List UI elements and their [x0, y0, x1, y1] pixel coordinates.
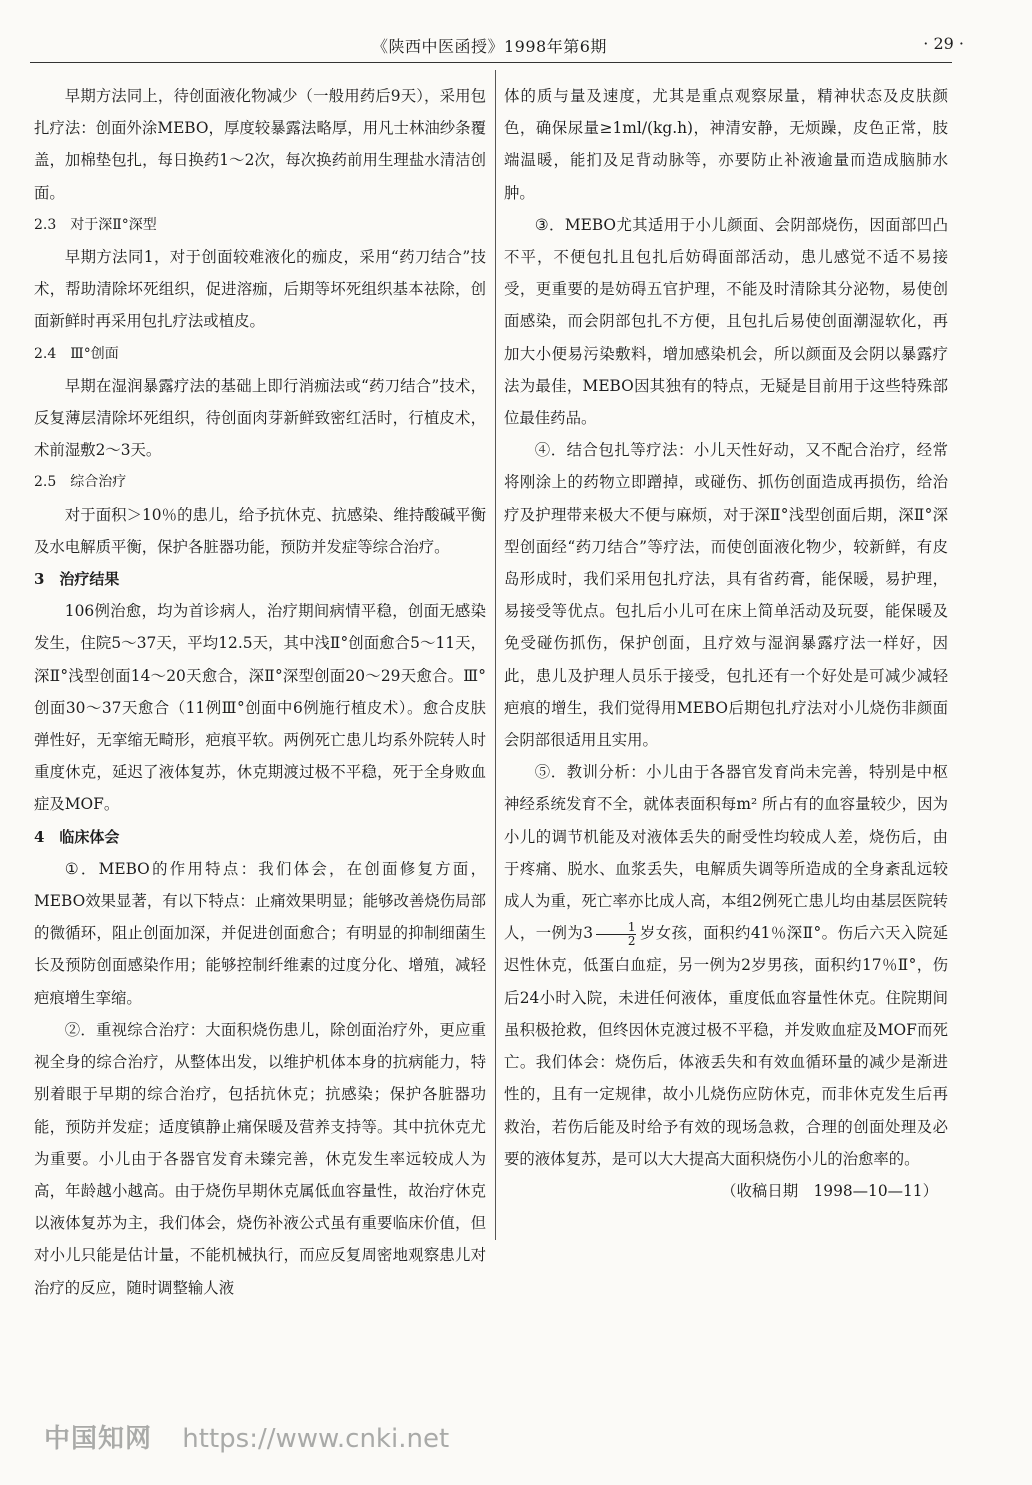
header-rule: [30, 62, 952, 63]
left-paragraph: ②．重视综合治疗：大面积烧伤患儿，除创面治疗外，更应重视全身的综合治疗，从整体出发，以维护机体本身的抗病能力，特别着眼于早期的综合治疗，包括抗休克；抗感染；保护各脏器功能，预防并发症；适度镇静止痛保暖及营养支持等。其中抗休克尤为重要。小儿由于各器官发育未臻完善，休克发生率远较成人为高，年龄越小越高。由于烧伤早期休克属低血容量性，故治疗休克以液体复苏为主，我们体会，烧伤补液公式虽有重要临床价值，但对小儿只能是估计量，不能机械执行，而应反复周密地观察患儿对治疗的反应，随时调整输人液: [34, 1020, 486, 1297]
paragraph-lesson-analysis: [504, 756, 948, 1175]
right-column-paragraphs: [504, 80, 948, 756]
left-paragraph: 4 临床体会: [34, 827, 120, 846]
left-paragraph: 早期方法同1，对于创面较难液化的痂皮，采用“药刀结合”技术，帮助清除坏死组织，促进溶痂，后期等坏死组织基本祛除，创面新鲜时再采用包扎疗法或植皮。: [34, 248, 486, 331]
right_before-paragraph: ④．结合包扎等疗法：小儿天性好动，又不配合治疗，经常将刚涂上的药物立即蹭掉，或碰伤、抓伤创面造成再损伤，给治疗及护理带来极大不便与麻烦，对于深Ⅱ°浅型创面后期，深Ⅱ°深型创面经“药刀结合”等疗法，而使创面液化物少，较新鲜，有皮岛形成时，我们采用包扎疗法，具有省药膏，能保暖，易护理，易接受等优点。包扎后小儿可在床上简单活动及玩耍，能保暖及免受碰伤抓伤，保护创面，且疗效与湿润暴露疗法一样好，因此，患儿及护理人员乐于接受，包扎还有一个好处是可减少减轻疤痕的增生，我们觉得用MEBO后期包扎疗法对小儿烧伤非颜面会阴部很适用且实用。: [504, 441, 948, 750]
right_before-paragraph: ③．MEBO尤其适用于小儿颜面、会阴部烧伤，因面部凹凸不平，不便包扎且包扎后妨碍面部活动，患儿感觉不适不易接受，更重要的是妨碍五官护理，不能及时清除其分泌物，易使创面感染，而会阴部包扎不方便，且包扎后易使创面潮湿软化，再加大小便易污染敷料，增加感染机会，所以颜面及会阴以暴露疗法为最佳，MEBO因其独有的特点，无疑是目前用于这些特殊部位最佳药品。: [504, 215, 948, 428]
page-number: · 29 ·: [923, 34, 964, 53]
left-paragraph: 3 治疗结果: [34, 570, 120, 589]
right_before-paragraph: 体的质与量及速度，尤其是重点观察尿量，精神状态及皮肤颜色，确保尿量≥1ml/(kg.h)，神清安静，无烦躁，皮色正常，肢端温暖，能扪及足背动脉等，亦要防止补液逾量而造成脑肺水肿。: [504, 87, 948, 202]
fraction-denominator: 2: [627, 933, 636, 948]
right-column: [504, 80, 948, 1207]
lesson-text-after: 岁女孩，面积约41％深Ⅱ°。伤后六天入院延迟性休克，低蛋白血症，另一例为2岁男孩，面积约17％Ⅱ°，伤后24小时入院，未进任何液体，重度低血容量性休克。住院期间虽积极抢救，但终因休克渡过极不平稳，并发败血症及MOF而死亡。我们体会：烧伤后，体液丢失和有效血循环量的减少是渐进性的，且有一定规律，故小儿烧伤应防休克，而非休克发生后再救治，若伤后能及时给予有效的现场急救，合理的创面处理及必要的液体复苏，是可以大大提高大面积烧伤小儿的治愈率的。: [504, 924, 948, 1168]
received-date: （收稿日期 1998—10—11）: [721, 1181, 938, 1200]
column-divider: [495, 70, 496, 1240]
left-paragraph: 106例治愈，均为首诊病人，治疗期间病情平稳，创面无感染发生，住院5～37天，平均12.5天，其中浅Ⅱ°创面愈合5～11天，深Ⅱ°浅型创面14～20天愈合，深Ⅱ°深型创面20～29天愈合。Ⅲ°创面30～37天愈合（11例Ⅲ°创面中6例施行植皮术）。愈合皮肤弹性好，无挛缩无畸形，疤痕平软。两例死亡患儿均系外院转人时重度休克，延迟了液体复苏，休克期渡过极不平稳，死于全身败血症及MOF。: [34, 602, 486, 814]
left-column: [34, 80, 486, 1304]
watermark-footer: [44, 1418, 449, 1455]
left-paragraph: ①．MEBO的作用特点：我们体会，在创面修复方面，MEBO效果显著，有以下特点：止痛效果明显；能够改善烧伤局部的微循环，阻止创面加深，并促进创面愈合；有明显的抑制细菌生长及预防创面感染作用；能够控制纤维素的过度分化、增殖，减轻疤痕增生挛缩。: [34, 859, 486, 1007]
left-paragraph: 对于面积＞10％的患儿，给予抗休克、抗感染、维持酸碱平衡及水电解质平衡，保护各脏器功能，预防并发症等综合治疗。: [34, 505, 486, 556]
cnki-url: https://www.cnki.net: [182, 1424, 450, 1454]
left-paragraph: 早期方法同上，待创面液化物减少（一般用药后9天），采用包扎疗法：创面外涂MEBO，厚度较暴露法略厚，用凡士林油纱条覆盖，加棉垫包扎，每日换药1～2次，每次换药前用生理盐水清洁创面。: [34, 87, 486, 202]
left-paragraph: 2.4 Ⅲ°创面: [34, 345, 119, 362]
fraction-numerator: 1: [596, 921, 636, 935]
journal-title: 《陕西中医函授》1998年第6期: [372, 37, 607, 56]
page-header: [40, 30, 972, 58]
left-paragraph: 2.5 综合治疗: [34, 474, 127, 491]
left-paragraph: 早期在湿润暴露疗法的基础上即行消痂法或“药刀结合”技术，反复薄层清除坏死组织，待创面肉芽新鲜致密红活时，行植皮术，术前湿敷2～3天。: [34, 376, 486, 460]
cnki-brand: 中国知网: [44, 1424, 153, 1454]
fraction-half: [596, 921, 636, 948]
left-paragraph: 2.3 对于深Ⅱ°深型: [34, 216, 157, 233]
lesson-text-before: ⑤．教训分析：小儿由于各器官发育尚未完善，特别是中枢神经系统发育不全，就体表面积每m² 所占有的血容量较少，因为小儿的调节机能及对液体丢失的耐受性均较成人差，烧伤后，由于疼痛、脱水、血浆丢失，电解质失调等所造成的全身紊乱远较成人为重，死亡率亦比成人高，本组2例死亡患儿均由基层医院转人，一例为3: [504, 763, 948, 943]
